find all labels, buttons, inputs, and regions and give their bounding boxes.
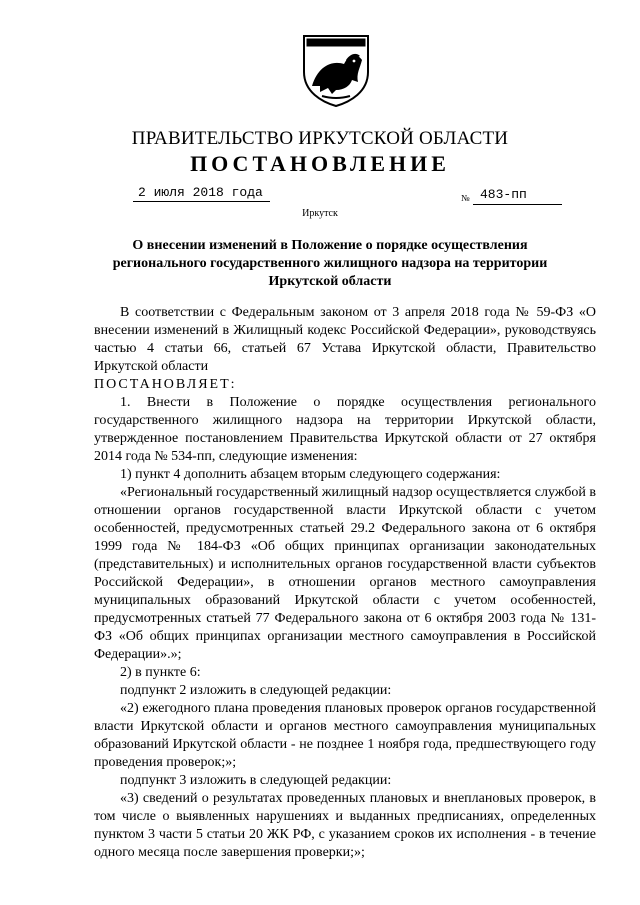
paragraph-subitem-1: 1) пункт 4 дополнить абзацем вторым следующего содержания: [120,467,501,482]
paragraph-quote-3: «3) сведений о результатах проведенных плановых и внеплановых проверок, в том числе о выявленных нарушениях и выданных предписаниях, определенных пунктом 3 части 5 статьи 20 ЖК РФ, с указанием сроков их исполнения - в течение одного месяца после завершения проверки;»; [94,791,596,860]
document-number: 483-пп [480,187,527,202]
number-underline [473,204,562,205]
paragraph-subitem-2: 2) в пункте 6: [120,665,201,680]
paragraph-quote-2: «2) ежегодного плана проведения плановых проверок органов государственной власти Иркутской области и органов местного самоуправления муниципальных образований Иркутской области - не позднее 1 ноября года, предшествующего году проведения проверок;»; [94,701,596,770]
document-title: О внесении изменений в Положение о порядке осуществления регионального государственного жилищного надзора на территории Иркутской области [112,238,548,289]
document-body [94,304,596,862]
document-date: 2 июля 2018 года [138,185,263,200]
paragraph-quote-1: «Региональный государственный жилищный надзор осуществляется службой в отношении органов государственной власти Иркутской области с учетом особенностей, предусмотренных статьей 29.2 Федерального закона от 6 октября 1999 года № 184-ФЗ «Об общих принципах организации законодательных (представительных) и исполнительных органов государственной власти субъектов Российской Федерации», в отношении органов местного самоуправления муниципальных образований Иркутской области с учетом особенностей, предусмотренных статьей 77 Федерального закона от 6 октября 2003 года № 131-ФЗ «Об общих принципах организации местного самоуправления в Российской Федерации».»; [94,485,596,662]
paragraph-subpoint-3: подпункт 3 изложить в следующей редакции: [120,773,392,788]
coat-of-arms-icon [300,30,372,108]
document-type: ПОСТАНОВЛЕНИЕ [190,151,450,176]
date-underline [133,201,270,202]
paragraph-resolves: ПОСТАНОВЛЯЕТ: [94,377,237,392]
document-city: Иркутск [302,208,338,219]
number-sign: № [461,193,470,203]
paragraph-item-1: 1. Внести в Положение о порядке осуществления регионального государственного жилищного надзора на территории Иркутской области, утвержденное постановлением Правительства Иркутской области от 27 октября 2014 года № 534-пп, следующие изменения: [94,395,596,464]
government-name: ПРАВИТЕЛЬСТВО ИРКУТСКОЙ ОБЛАСТИ [131,128,509,149]
paragraph-preamble: В соответствии с Федеральным законом от 3 апреля 2018 года № 59-ФЗ «О внесении изменений в Жилищный кодекс Российской Федерации», руководствуясь частью 4 статьи 66, статьей 67 Устава Иркутской области, Правительство Иркутской области [94,305,596,374]
paragraph-subpoint-2: подпункт 2 изложить в следующей редакции: [120,683,392,698]
